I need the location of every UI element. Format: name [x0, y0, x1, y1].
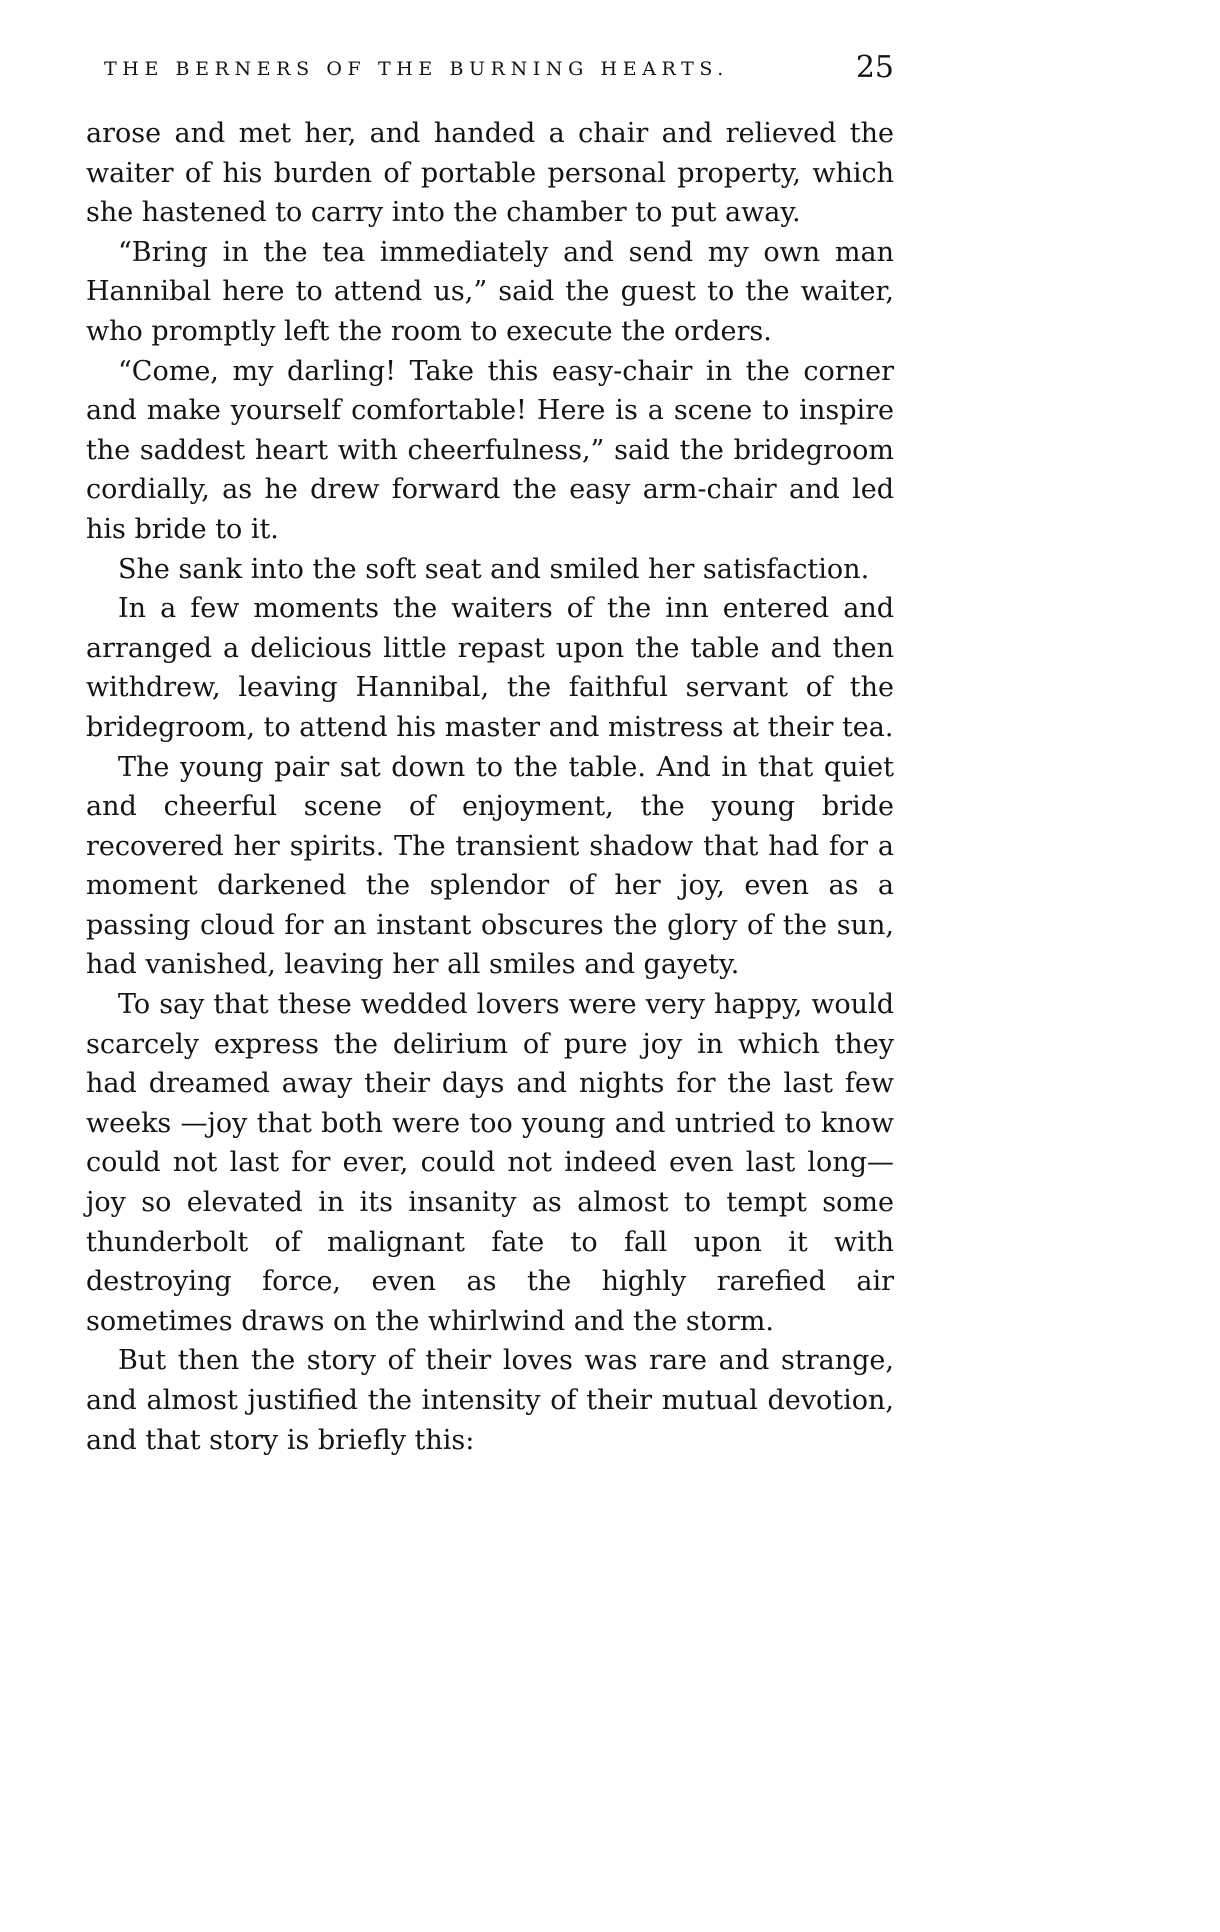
paragraph: “Come, my darling! Take this easy-chair in the corner and make yourself comfortable! Here is a scene to inspire the saddest heart with cheerfulness,” said the bridegroom cordially, as he drew forward the easy arm-chair and led his bride to it.: [86, 355, 894, 545]
page-number: 25: [855, 50, 894, 85]
paragraph: arose and met her, and handed a chair and relieved the waiter of his burden of portable personal property, which she hastened to carry into the chamber to put away.: [86, 118, 894, 229]
running-head: [104, 50, 894, 90]
paragraph: To say that these wedded lovers were very happy, would scarcely express the delirium of pure joy in which they had dreamed away their days and nights for the last few weeks —joy that both were too young and untried to know could not last for ever, could not indeed even last long—joy so elevated in its insanity as almost to tempt some thunderbolt of malignant fate to fall upon it with destroying force, even as the highly rarefied air sometimes draws on the whirlwind and the storm.: [86, 989, 894, 1337]
paragraph: The young pair sat down to the table. And in that quiet and cheerful scene of enjoyment, the young bride recovered her spirits. The transient shadow that had for a moment darkened the splendor of her joy, even as a passing cloud for an instant obscures the glory of the sun, had vanished, leaving her all smiles and gayety.: [86, 751, 894, 981]
paragraph: In a few moments the waiters of the inn entered and arranged a delicious little repast upon the table and then withdrew, leaving Hannibal, the faithful servant of the bridegroom, to attend his master and mistress at their tea.: [86, 593, 894, 743]
body-text: [86, 114, 894, 1460]
paragraph: She sank into the soft seat and smiled her satisfaction.: [118, 553, 870, 585]
running-title: THE BERNERS OF THE BURNING HEARTS.: [104, 58, 729, 80]
paragraph: But then the story of their loves was rare and strange, and almost justified the intensity of their mutual devotion, and that story is briefly this:: [86, 1345, 894, 1456]
paragraph: “Bring in the tea immediately and send my own man Hannibal here to attend us,” said the guest to the waiter, who promptly left the room to execute the orders.: [86, 236, 894, 347]
